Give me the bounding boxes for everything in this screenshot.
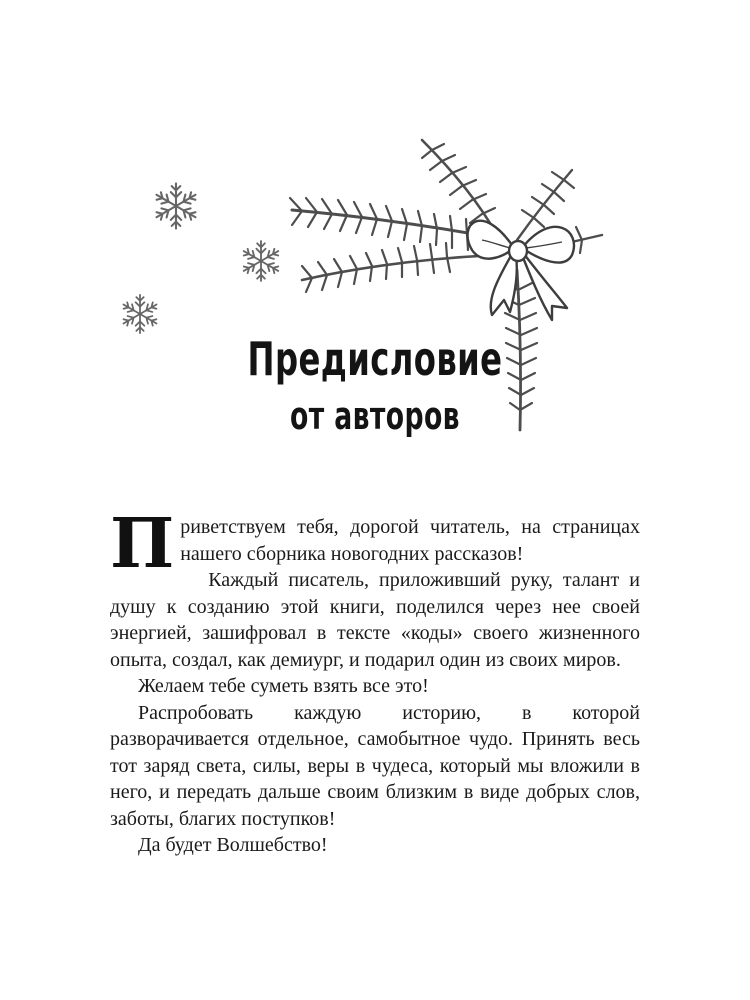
chapter-title-line2: от авторов — [290, 394, 460, 438]
paragraph: Да будет Волшебство! — [138, 834, 328, 856]
snowflake-icon — [238, 238, 284, 284]
paragraph — [110, 504, 640, 584]
paragraph-text: риветствуем тебя, дорогой читатель, на страницах нашего сборника новогодних рассказов! — [180, 516, 640, 565]
drop-cap: П — [110, 504, 175, 584]
paragraph: Распробовать каждую историю, в которой разворачивается отдельное, самобытное чудо. Принять весь тот заряд света, силы, веры в чудеса, который мы вложили в него, и передать дальше своим близким в виде добрых слов, заботы, благих поступков! — [110, 701, 640, 830]
preface-body — [110, 504, 640, 859]
paragraph: Каждый писатель, приложивший руку, талант и душу к созданию этой книги, поделился через нее своей энергией, зашифровал в тексте «коды» своего жизненного опыта, создал, как демиург, и подарил один из своих миров. — [110, 569, 640, 671]
snowflake-icon — [118, 292, 162, 336]
chapter-title-line1: Предисловие — [247, 332, 503, 386]
paragraph: Желаем тебе суметь взять все это! — [138, 675, 429, 697]
snowflake-icon — [150, 180, 202, 232]
